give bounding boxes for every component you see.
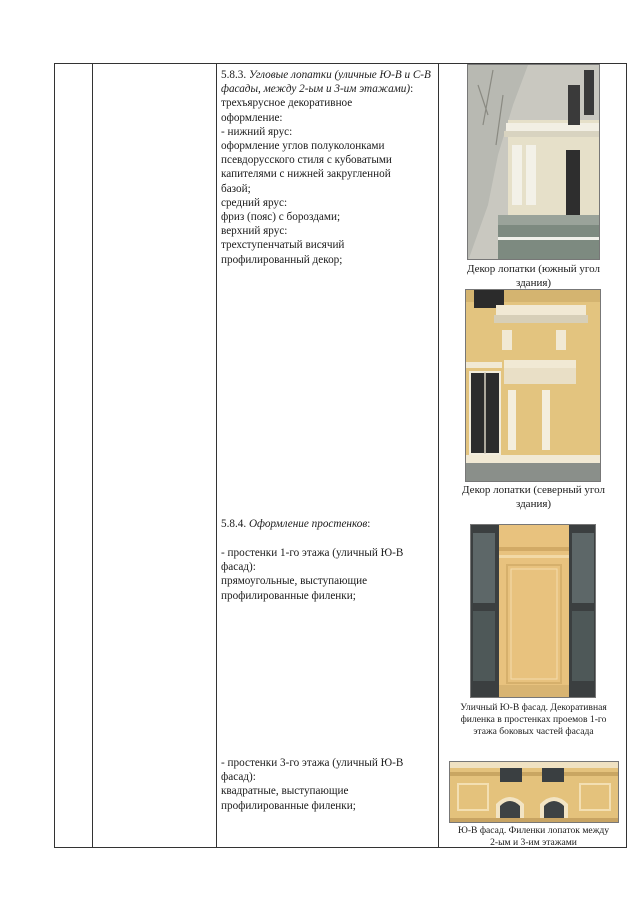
caption-line: филенка в простенках проемов 1-го [460,714,607,725]
section-584-colon: : [367,518,371,530]
section-584-number: 5.8.4. [221,518,247,530]
section-584-ground-floor-text [221,546,433,603]
text-line: псевдорусского стиля с кубоватыми [221,154,392,167]
text-line: трехъярусное декоративное [221,97,353,110]
photo-north-corner-pilaster [465,289,601,482]
photo-4-caption [440,825,627,849]
text-line: фриз (пояс) с бороздами; [221,211,341,224]
text-line: оформление углов полуколонками [221,140,385,153]
text-line: профилированные филенки; [221,589,356,602]
section-584-text [221,517,433,531]
section-583-colon: : [410,83,414,96]
text-line: - простенки 3-го этажа (уличный Ю-В [221,757,404,769]
text-line: оформление: [221,111,283,124]
caption-line: Ю-В фасад. Филенки лопаток между [457,825,609,836]
photo-south-corner-pilaster [467,64,600,260]
text-line: профилированные филенки; [221,799,356,812]
photo-third-floor-panels [449,761,619,823]
section-584-title: Оформление простенков [248,518,368,530]
caption-line: здания) [515,497,552,510]
column-divider [438,63,439,848]
photo-3-caption [440,702,627,738]
text-line: фасад): [221,771,256,784]
section-583-number: 5.8.3. [221,69,247,81]
text-line: прямоугольные, выступающие [221,575,368,588]
photo-ground-floor-panel [470,524,596,698]
caption-line: Декор лопатки (южный угол [466,263,601,275]
text-line: - нижний ярус: [221,125,293,138]
text-line: - простенки 1-го этажа (уличный Ю-В [221,547,404,559]
caption-line: 2-ым и 3-им этажами [490,837,577,848]
text-line: профилированный декор; [221,253,343,266]
caption-line: Декор лопатки (северный угол [462,484,605,496]
text-line: базой; [221,182,251,195]
caption-line: Уличный Ю-В фасад. Декоративная [460,702,607,713]
section-583-text [221,68,433,267]
section-584-third-floor-text [221,756,433,813]
text-line: верхний ярус: [221,225,288,238]
text-line: средний ярус: [221,196,288,209]
column-divider [92,63,93,848]
column-divider [216,63,217,848]
photo-2-caption [440,484,627,511]
photo-1-caption [440,263,627,290]
text-line: капителями с нижней закругленной [221,168,391,181]
caption-line: этажа боковых частей фасада [473,726,594,737]
text-line: трехступенчатый висячий [221,239,345,252]
caption-line: здания) [515,276,552,289]
text-line: фасад): [221,561,256,574]
text-line: квадратные, выступающие [221,785,349,798]
section-583-title: Угловые лопатки (уличные Ю-В и С-В фасады, между 2-ым и 3-им этажами) [221,69,431,96]
